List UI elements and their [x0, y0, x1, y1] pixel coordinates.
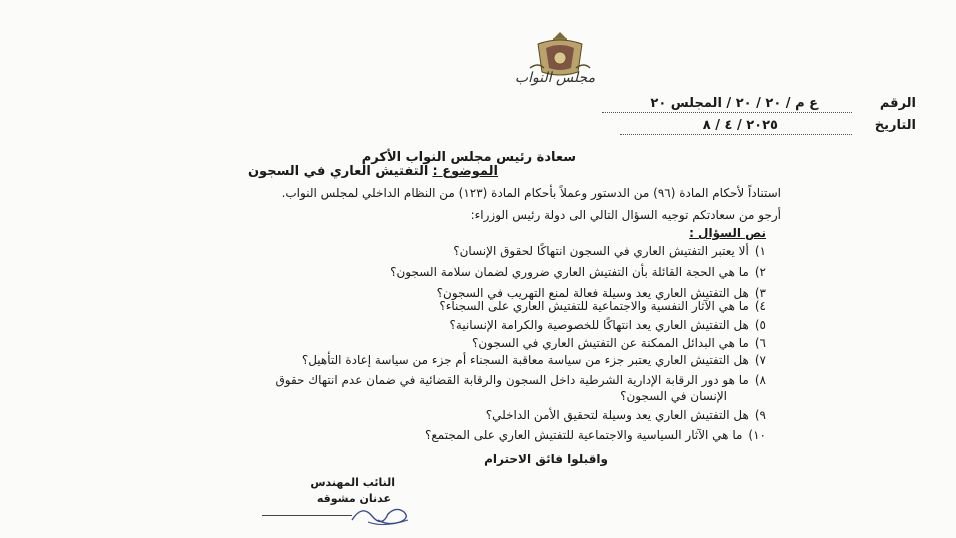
closing-line: واقبلوا فائق الاحترام: [484, 452, 608, 466]
question-item: [472, 336, 766, 350]
question-item: [439, 299, 766, 313]
date-label: التاريخ: [874, 118, 916, 133]
question-item: [453, 244, 766, 258]
question-number: ٣): [754, 286, 766, 300]
signatory-name: عدنان مشوقه: [316, 492, 391, 505]
reference-underline: [602, 112, 852, 113]
parliament-wordmark: مجلس النواب: [514, 70, 596, 86]
signatory-title: النائب المهندس: [310, 476, 395, 489]
question-item: [302, 353, 766, 367]
question-text: ألا يعتبر التفتيش العاري في السجون انتهاكًا لحقوق الإنسان؟: [453, 244, 749, 258]
question-text: ما هي البدائل الممكنة عن التفتيش العاري في السجون؟: [472, 336, 749, 350]
date-underline: [620, 134, 852, 135]
subject-line: [248, 164, 498, 179]
question-text: هل التفتيش العاري يعتبر جزء من سياسة معاقبة السجناء أم جزء من سياسة إعادة التأهيل؟: [301, 353, 749, 367]
question-number: ٦): [754, 336, 766, 350]
question-number: ٨): [754, 373, 766, 387]
question-text: ما هو دور الرقابة الإدارية الشرطية داخل السجون والرقابة القضائية في ضمان عدم انتهاك حقوق: [275, 373, 749, 387]
question-item: [425, 428, 766, 442]
question-item: [450, 318, 766, 332]
intro-line-2: أرجو من سعادتكم توجيه السؤال التالي الى دولة رئيس الوزراء:: [470, 208, 781, 222]
question-item: [275, 373, 766, 387]
reference-number: ع م / ٢٠ / ٢٠ / المجلس ٢٠: [650, 96, 818, 111]
question-number: ١٠): [748, 428, 766, 442]
question-text: الإنسان في السجون؟: [620, 389, 727, 403]
question-number: ١): [754, 244, 766, 258]
handwritten-signature-icon: [348, 500, 418, 530]
question-item: [486, 408, 766, 422]
question-number: ٤): [754, 299, 766, 313]
subject-text: التفتيش العاري في السجون: [247, 164, 429, 179]
question-number: ٧): [754, 353, 766, 367]
question-text: ما هي الآثار النفسية والاجتماعية للتفتيش العاري على السجناء؟: [439, 299, 749, 313]
question-text: هل التفتيش العاري يعد وسيلة لتحقيق الأمن الداخلي؟: [485, 408, 749, 422]
signature-line: [262, 515, 352, 516]
reference-label: الرقم: [879, 96, 916, 111]
question-item: [620, 389, 733, 403]
question-text: هل التفتيش العاري يعد وسيلة فعالة لمنع التهريب في السجون؟: [436, 286, 749, 300]
recipient-line: سعادة رئيس مجلس النواب الأكرم: [361, 150, 576, 165]
question-item: [390, 265, 766, 279]
question-text: ما هي الحجة القائلة بأن التفتيش العاري ضروري لضمان سلامة السجون؟: [390, 265, 749, 279]
date-value: ٢٠٢٥ / ٤ / ٨: [702, 118, 778, 133]
intro-line-1: استناداً لأحكام المادة (٩٦) من الدستور وعملاً بأحكام المادة (١٢٣) من النظام الداخلي لمجلس النواب.: [281, 186, 781, 200]
question-text: هل التفتيش العاري يعد انتهاكًا للخصوصية والكرامة الإنسانية؟: [449, 318, 749, 332]
question-text: ما هي الآثار السياسية والاجتماعية للتفتيش العاري على المجتمع؟: [425, 428, 743, 442]
question-number: ٢): [754, 265, 766, 279]
subject-label: الموضوع :: [432, 164, 498, 179]
question-number: ٩): [754, 408, 766, 422]
question-number: ٥): [754, 318, 766, 332]
question-item: [437, 286, 766, 300]
questions-heading: نص السؤال :: [689, 226, 766, 240]
